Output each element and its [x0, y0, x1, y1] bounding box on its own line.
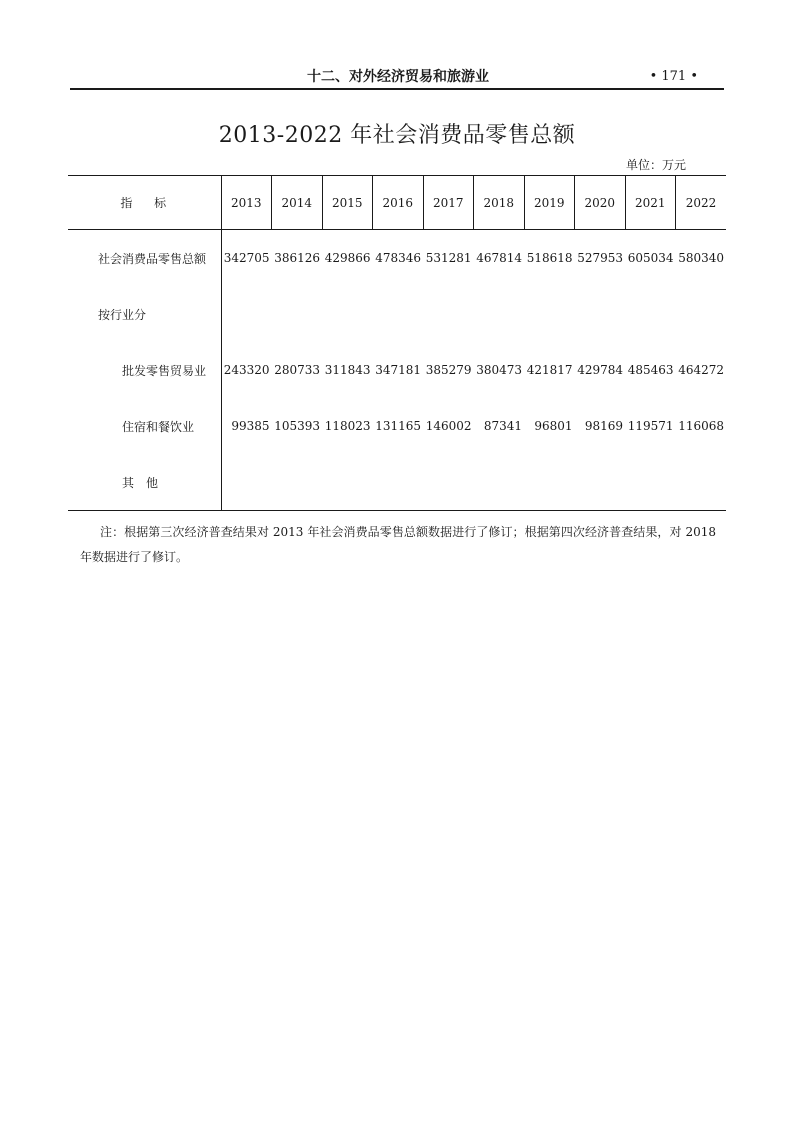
table-cell: 342705	[223, 251, 270, 265]
table-row-wholesale-retail	[68, 342, 726, 398]
table-cell: 580340	[678, 251, 724, 265]
year-header: 2015	[322, 176, 373, 230]
row-label: 批发零售贸易业	[68, 342, 221, 398]
table-cell: 311843	[324, 363, 371, 377]
table-cell: 518618	[526, 251, 573, 265]
table-cell: 380473	[476, 363, 522, 377]
table-cell	[524, 454, 575, 511]
year-header: 2019	[524, 176, 575, 230]
table-cell	[575, 286, 626, 342]
section-title: 十二、对外经济贸易和旅游业	[307, 69, 489, 85]
table-cell: 116068	[678, 419, 724, 433]
table-cell: 131165	[375, 419, 421, 433]
table-title: 2013-2022 年社会消费品零售总额	[218, 123, 576, 148]
table-cell: 605034	[627, 251, 674, 265]
table-cell: 485463	[627, 363, 674, 377]
table-cell	[322, 454, 373, 511]
table-cell: 478346	[375, 251, 421, 265]
table-cell: 531281	[425, 251, 472, 265]
retail-sales-table	[68, 175, 726, 511]
table-cell	[676, 454, 727, 511]
table-cell	[474, 454, 525, 511]
table-header-row	[68, 176, 726, 230]
table-row-other	[68, 454, 726, 511]
table-cell	[625, 286, 676, 342]
table-cell: 87341	[483, 419, 522, 433]
table-cell	[524, 286, 575, 342]
table-cell: 421817	[526, 363, 573, 377]
table-row-by-industry	[68, 286, 726, 342]
table-cell	[322, 286, 373, 342]
table-row-accommodation-catering	[68, 398, 726, 454]
year-header: 2017	[423, 176, 474, 230]
table-cell: 464272	[678, 363, 724, 377]
table-cell: 99385	[231, 419, 270, 433]
indicator-header: 指 标	[68, 176, 221, 230]
year-header: 2013	[221, 176, 272, 230]
table-cell	[221, 454, 272, 511]
footnote-text: 注：根据第三次经济普查结果对 2013 年社会消费品零售总额数据进行了修订；根据第四次经济普查结果，对 2018 年数据进行了修订。	[80, 525, 716, 564]
table-cell	[272, 454, 323, 511]
table-cell: 119571	[627, 419, 674, 433]
table-cell: 385279	[425, 363, 472, 377]
table-cell: 146002	[425, 419, 472, 433]
year-header: 2016	[373, 176, 424, 230]
table-cell: 429784	[577, 363, 623, 377]
row-label: 其 他	[68, 454, 221, 511]
table-cell	[221, 286, 272, 342]
year-header: 2020	[575, 176, 626, 230]
running-header	[70, 66, 724, 90]
year-header: 2018	[474, 176, 525, 230]
table-cell	[272, 286, 323, 342]
table-cell: 386126	[274, 251, 320, 265]
year-header: 2014	[272, 176, 323, 230]
table-cell: 280733	[274, 363, 320, 377]
table-cell	[676, 286, 727, 342]
unit-label: 单位：万元	[626, 158, 687, 172]
table-row-total	[68, 230, 726, 287]
table-cell: 105393	[274, 419, 320, 433]
table-cell: 347181	[375, 363, 421, 377]
year-header: 2021	[625, 176, 676, 230]
table-cell: 467814	[476, 251, 522, 265]
footnote	[80, 520, 716, 570]
table-cell	[474, 286, 525, 342]
table-cell	[423, 286, 474, 342]
page-number: • 171 •	[649, 69, 698, 84]
year-header: 2022	[676, 176, 727, 230]
table-cell: 429866	[324, 251, 371, 265]
table-cell	[625, 454, 676, 511]
table-cell	[423, 454, 474, 511]
row-label: 按行业分	[68, 286, 221, 342]
table-cell	[373, 454, 424, 511]
row-label: 住宿和餐饮业	[68, 398, 221, 454]
table-cell: 527953	[577, 251, 623, 265]
table-cell	[575, 454, 626, 511]
row-label: 社会消费品零售总额	[68, 230, 221, 287]
table-cell: 96801	[534, 419, 573, 433]
table-cell	[373, 286, 424, 342]
table-cell: 118023	[324, 419, 371, 433]
table-cell: 98169	[584, 419, 623, 433]
table-cell: 243320	[223, 363, 270, 377]
